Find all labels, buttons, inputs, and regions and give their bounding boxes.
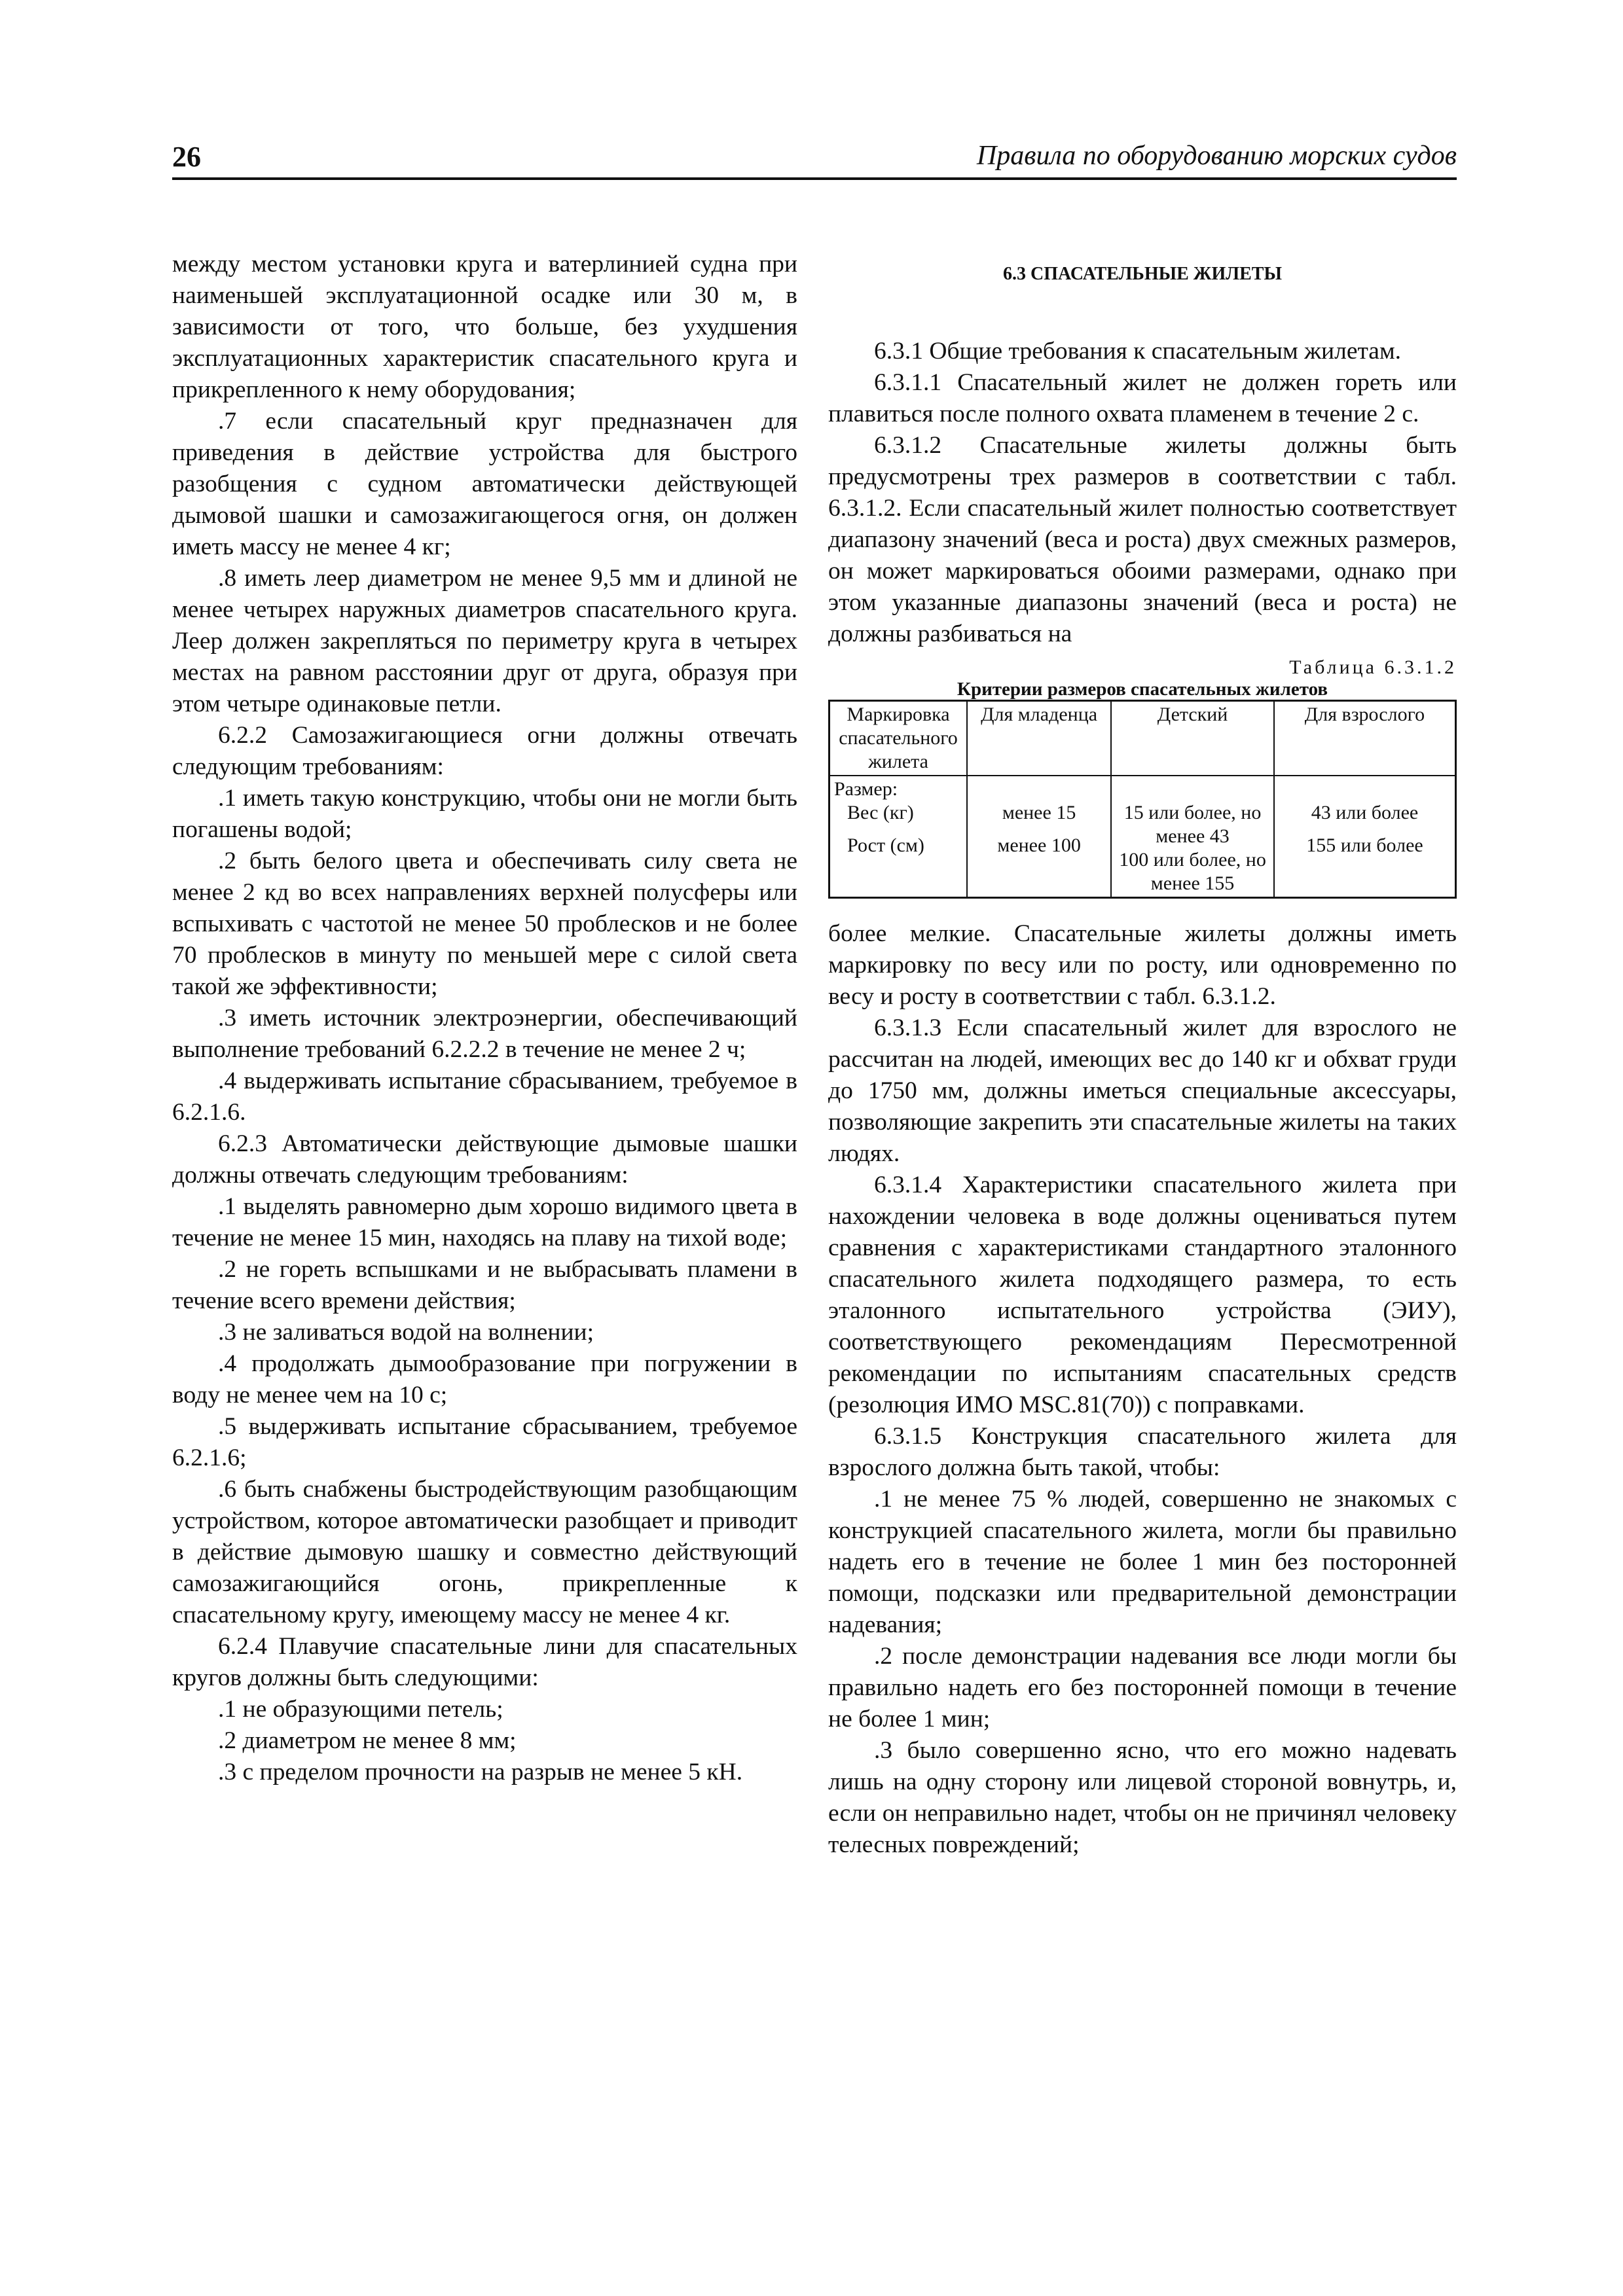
- table-cell-infant: [967, 776, 1111, 898]
- child-weight: 15 или более, но менее 43: [1123, 802, 1262, 847]
- spacer: [834, 825, 962, 834]
- paragraph: .3 было совершенно ясно, что его можно надевать лишь на одну сторону или лицевой стороной вовнутрь, и, если он неправильно надет, чтобы он не причинял человеку телесных повреждений;: [828, 1737, 1457, 1858]
- paragraph: .8 иметь леер диаметром не менее 9,5 мм и длиной не менее четырех наружных диаметров спасательного круга. Леер должен закрепляться по периметру круга в четырех местах на равном расстоянии друг от друга, образуя при этом четыре одинаковые петли.: [172, 565, 797, 717]
- paragraph: 6.3.1.4 Характеристики спасательного жилета при нахождении человека в воде должны оцениваться путем сравнения с характеристиками стандартного эталонного спасательного жилета подходящего размера, то есть эталонного испытательного устройства (ЭИУ), соответствующего рекомендациям Пересмотренной рекомендации по испытаниям спасательных средств (резолюция ИМО MSC.81(70)) с поправками.: [828, 1172, 1457, 1418]
- paragraph: 6.3.1.2 Спасательные жилеты должны быть предусмотрены трех размеров в соответствии с табл. 6.3.1.2. Если спасательный жилет полностью соответствует диапазону значений (веса и роста) двух смежных размеров, он может маркироваться обоими размерами, однако при этом указанные диапазоны значений (веса и роста) не должны разбиваться на: [828, 432, 1457, 647]
- right-column: [828, 249, 1457, 1861]
- size-label: Размер:: [834, 778, 898, 800]
- paragraph: .2 быть белого цвета и обеспечивать силу света не менее 2 кд во всех направлениях верхней полусферы или вспыхивать с частотой не менее 50 проблесков и не более 70 проблесков в минуту по меньшей мере с силой света такой же эффективности;: [172, 848, 797, 1000]
- table-caption: Таблица 6.3.1.2: [1289, 656, 1457, 678]
- table-header-cell: Для взрослого: [1274, 701, 1456, 776]
- table-header-cell: Детский: [1111, 701, 1274, 776]
- table-label-cell: [830, 776, 968, 898]
- table-title: Критерии размеров спасательных жилетов: [957, 679, 1328, 700]
- paragraph: 6.3.1.1 Спасательный жилет не должен гореть или плавиться после полного охвата пламенем в течение 2 с.: [828, 369, 1457, 427]
- table-row: [830, 776, 1456, 898]
- paragraph: .3 с пределом прочности на разрыв не менее 5 кН.: [218, 1759, 743, 1785]
- header-rule: [172, 177, 1457, 180]
- table-cell-child: [1111, 776, 1274, 898]
- paragraph: .4 выдерживать испытание сбрасыванием, требуемое в 6.2.1.6.: [172, 1067, 797, 1126]
- paragraph: .2 не гореть вспышками и не выбрасывать пламени в течение всего времени действия;: [172, 1256, 797, 1314]
- running-title: Правила по оборудованию морских судов: [976, 141, 1457, 171]
- paragraph: 6.2.4 Плавучие спасательные лини для спасательных кругов должны быть следующими:: [172, 1633, 797, 1691]
- spacer: [1279, 825, 1451, 834]
- infant-weight: менее 15: [1002, 802, 1076, 823]
- paragraph: 6.2.3 Автоматически действующие дымовые шашки должны отвечать следующим требованиям:: [172, 1130, 797, 1189]
- height-label: Рост (см): [847, 834, 924, 856]
- paragraph: .4 продолжать дымообразование при погружении в воду не менее чем на 10 с;: [172, 1350, 797, 1408]
- paragraph: .6 быть снабжены быстродействующим разобщающим устройством, которое автоматически разобщает и приводит в действие дымовую шашку и совместно действующий самозажигающийся огонь, прикрепленные к спасательному кругу, имеющему массу не менее 4 кг.: [172, 1476, 797, 1628]
- spacer: [972, 825, 1106, 834]
- paragraph: более мелкие. Спасательные жилеты должны иметь маркировку по весу или по росту, или одновременно по весу и росту в соответствии с табл. 6.3.1.2.: [828, 920, 1457, 1010]
- adult-weight: 43 или более: [1311, 802, 1419, 823]
- paragraph: .3 не заливаться водой на волнении;: [218, 1319, 594, 1346]
- paragraph: 6.3.1.5 Конструкция спасательного жилета для взрослого должна быть такой, чтобы:: [828, 1423, 1457, 1481]
- paragraph: 6.3.1.3 Если спасательный жилет для взрослого не рассчитан на людей, имеющих вес до 140 кг и обхват груди до 1750 мм, должны иметься специальные аксессуары, позволяющие закрепить эти спасательные жилеты на таких людях.: [828, 1014, 1457, 1167]
- table-header-cell: Для младенца: [967, 701, 1111, 776]
- paragraph: .2 после демонстрации надевания все люди могли бы правильно надеть его без посторонней помощи в течение не более 1 мин;: [828, 1643, 1457, 1732]
- weight-label: Вес (кг): [847, 802, 914, 823]
- paragraph: 6.2.2 Самозажигающиеся огни должны отвечать следующим требованиям:: [172, 722, 797, 780]
- table-cell-adult: [1274, 776, 1456, 898]
- paragraph: 6.3.1 Общие требования к спасательным жилетам.: [874, 338, 1402, 365]
- paragraph: .1 не менее 75 % людей, совершенно не знакомых с конструкцией спасательного жилета, могли бы правильно надеть его в течение не более 1 мин без посторонней помощи, подсказки или предварительной демонстрации надевания;: [828, 1486, 1457, 1638]
- table-header-cell: Маркировка спасательного жилета: [830, 701, 968, 776]
- paragraph: между местом установки круга и ватерлинией судна при наименьшей эксплуатационной осадке или 30 м, в зависимости от того, что больше, без ухудшения эксплуатационных характеристик спасательного круга и прикрепленного к нему оборудования;: [172, 251, 797, 403]
- spacer: [834, 857, 962, 867]
- paragraph: .2 диаметром не менее 8 мм;: [218, 1727, 517, 1754]
- paragraph: .7 если спасательный круг предназначен для приведения в действие устройства для быстрого разобщения с судном автоматически действующей дымовой шашки и самозажигающегося огня, он должен иметь массу не менее 4 кг;: [172, 408, 797, 560]
- infant-height: менее 100: [997, 834, 1081, 856]
- section-title: 6.3 СПАСАТЕЛЬНЫЕ ЖИЛЕТЫ: [1003, 264, 1282, 284]
- paragraph: .3 иметь источник электроэнергии, обеспечивающий выполнение требований 6.2.2.2 в течение не менее 2 ч;: [172, 1005, 797, 1063]
- paragraph: .1 не образующими петель;: [218, 1696, 503, 1723]
- paragraph: .5 выдерживать испытание сбрасыванием, требуемое 6.2.1.6;: [172, 1413, 797, 1471]
- paragraph: .1 выделять равномерно дым хорошо видимого цвета в течение не менее 15 мин, находясь на плаву на тихой воде;: [172, 1193, 797, 1251]
- left-column: [172, 249, 797, 1788]
- child-height: 100 или более, но менее 155: [1119, 849, 1266, 894]
- table-header-row: [830, 701, 1456, 776]
- page-number: 26: [172, 141, 201, 173]
- paragraph: .1 иметь такую конструкцию, чтобы они не могли быть погашены водой;: [172, 785, 797, 843]
- size-criteria-table: [828, 700, 1457, 899]
- page-header: [172, 140, 1457, 179]
- adult-height: 155 или более: [1306, 834, 1423, 856]
